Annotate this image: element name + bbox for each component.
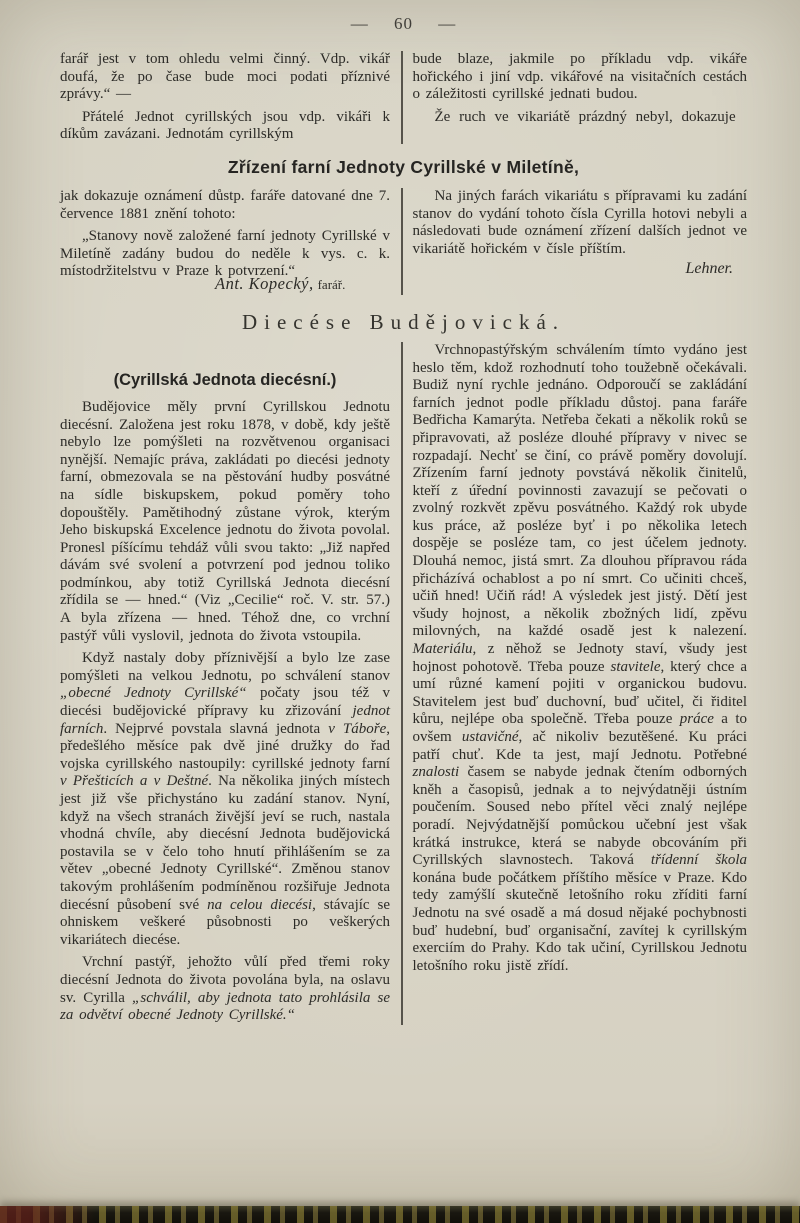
article-heading-miletin: Zřízení farní Jednoty Cyrillské v Miletíně,	[227, 156, 580, 177]
miletin-right-column	[403, 188, 748, 295]
paragraph: „Stanovy nově založené farní jednoty Cyrillské v Miletíně zadány budou do neděle k vys. c. k. místodržitelstvu v Praze k potvrzení.“	[60, 228, 390, 280]
top-right-column	[403, 51, 748, 144]
diecese-section	[60, 342, 747, 1025]
top-left-column	[60, 51, 401, 144]
paragraph: bude blaze, jakmile po příkladu vdp. vikáře hořického i jiní vdp. vikářové na visitačních cestách o záležitosti cyrillské jednati budou.	[412, 51, 747, 103]
subsection-heading-cyrillska: (Cyrillská Jednota diecésní.)	[113, 370, 337, 389]
diecese-left-column	[60, 342, 401, 1025]
paragraph: Na jiných farách vikariátu s přípravami ku zadání stanov do vydání tohoto čísla Cyrilla hotovi nebyli a následovati bude oznámení zřízení dalších jednot ve vikariátě hořickém v čísle příštím.	[412, 187, 747, 257]
paragraph: Vrchnopastýřským schválením tímto vydáno jest heslo těm, kdož rozhodnutí toho toužebně očekávali. Budiž nyní rychle jednáno. Odporoučí se zakládání farních jednot podle příkladu důstoj. pana faráře Bedřicha Kamarýta. Netřeba čekati a několik roků se připravovati, až posléze dlouhé přípravy v nivec se rozpadají. Nechť se činí, co právě poměry dovolují. Zřízením farní jednoty povstává několik činitelů, kteří z úřední povinnosti zavazují se pečovati o zvolný rozkvět zpěvu posvátného. Každý rok ubyde kus práce, až posléze byť i po několika letech dospěje se posléze tam, co jest účelem jednoty. Dlouhá nemoc, jistá smrt. Za dlouhou přípravou ráda přicházívá ochablost a po ní smrt. Co učiniti chceš, učiň hned! Učiň rád! A výsledek jest jistý. Dětí jest všudy hojnost, a několik zbožných lidí, zpěvu milovných, na každé osadě jest k nalezení. Materiálu, z něhož se Jednoty staví, všudy jest hojnost pohotově. Třeba pouze stavitele, který chce a umí různé kamení pojiti v organickou budovu. Stavitelem jest buď duchovní, buď učitel, či řiditel kůru, nejlépe oba společně. Třeba pouze práce a to ovšem ustavičné, ač nikoliv bezutěšené. Ku práci patří chuť. Kde ta jest, mají Jednotu. Potřebné znalosti časem se nabyde jednak čtením odborných kněh a časopisů, jednak a to nejvýdatněji ústním poučením. Soused nebo přítel věci znalý nejlépe poradí. Nejvýdatnější pomůckou učební jest však krátká instrukce, která se nabyde obcováním při Cyrillských slavnostech. Taková třídenní škola konána bude počátkem příštího měsíce v Praze. Kdo tedy zamýšlí skutečně letošního roku zříditi farní Jednotu na své osadě a má dosud nějaké pochybnosti buď hudební, buď organisační, zavítej k cyrillským exerciím do Prahy. Kdo tak učiní, Cyrillskou Jednotu letošního roku jistě zřídí.	[412, 341, 748, 974]
paragraph: Vrchní pastýř, jehožto vůlí před třemi roky diecésní Jednota do života povolána byla, na oslavu sv. Cyrilla „schválil, aby jednota tato prohlásila se za odvětví obecné Jednoty Cyrillské.“	[60, 954, 390, 1024]
paragraph: Budějovice měly první Cyrillskou Jednotu diecésní. Založena jest roku 1878, v době, kdy ještě nebylo lze pomýšleti na rozvětvenou organisaci nynější. Nemajíc práva, zakládati po diecési jednoty farní, obmezovala se na pěstování hudby posvátné na sídle biskupskem, pokud poměry toho dopouštěly. Pamětihodný zůstane výrok, kterým Jeho biskupská Excelence jednotu do života povolal. Pronesl píšícímu tehdáž vůli svou takto: „Již napřed dávám své svolení a potvrzení pod jednou toliko podmínkou, aby totiž Cyrillská Jednota diecésní zřídila se — hned.“ (Viz „Cecilie“ roč. V. str. 57.) A byla zřízena — hned. Téhož dne, co vrchní pastýř vůli vyslovil, jednota do života vstoupila.	[60, 398, 390, 644]
signature-title: farář.	[317, 276, 346, 292]
top-section	[60, 51, 747, 144]
paragraph: Když nastaly doby příznivější a bylo lze zase pomýšleti na velkou Jednotu, po schválení stanov „obecné Jednoty Cyrillské“ počaty jsou též v diecési budějovické přípravy ku zřizování jednot farních. Nejprvé povstala slavná jednota v Táboře, předešlého měsíce pak dvě jiné družky do řad vojska cyrillského nastoupily: cyrillské jednoty farní v Přešticích a v Deštné. Na několika jiných místech jest již vše přichystáno ku zadání stanov. Nyní, když na všech stranách živější jeví se ruch, nastala vhodná chvíle, aby diecésní Jednota budějovická postavila se v čelo toho hnutí přihlášením se za větev „obecné Jednoty Cyrillské“. Změnou stanov takovým prohlášením podmíněnou rozšiřuje Jednota diecésní působení své na celou diecési, stávajíc se ohniskem veškeré působnosti po veškerých vikariátech diecése.	[60, 650, 390, 948]
book-edge-band	[0, 1206, 800, 1223]
diecese-right-column	[403, 342, 748, 1025]
paragraph: farář jest v tom ohledu velmi činný. Vdp. vikář doufá, že po čase bude moci podati příznivé zprávy.“ —	[60, 51, 390, 103]
miletin-section	[60, 188, 747, 295]
miletin-left-column	[60, 188, 401, 295]
paragraph: jak dokazuje oznámení důstp. faráře datované dne 7. července 1881 znění tohoto:	[60, 187, 390, 222]
signature-lehner: Lehner.	[685, 260, 733, 278]
page-number: — 60 —	[350, 14, 457, 33]
paragraph: Že ruch ve vikariátě prázdný nebyl, dokazuje	[434, 108, 736, 125]
signature-name: Ant. Kopecký,	[215, 273, 314, 293]
section-heading-diecese: Diecése Budějovická.	[241, 309, 566, 334]
paragraph: Přátelé Jednot cyrillských jsou vdp. vikáři k díkům zavázani. Jednotám cyrillským	[60, 108, 390, 143]
